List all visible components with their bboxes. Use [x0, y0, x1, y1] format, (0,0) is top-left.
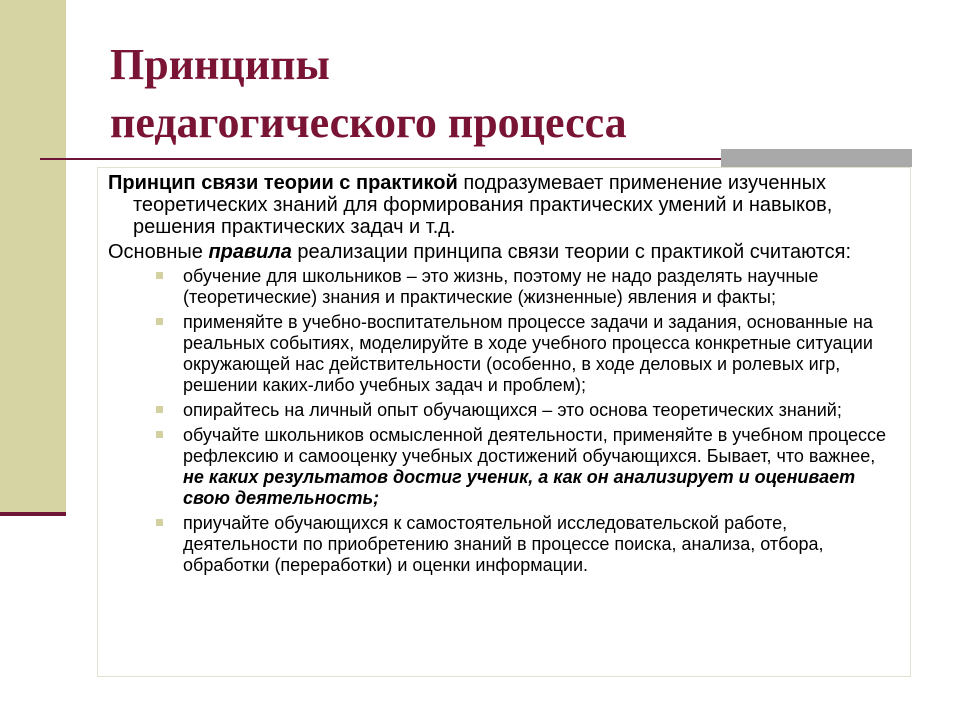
rule-text: приучайте обучающихся к самостоятельной исследовательской работе, деятельности по приобретению знаний в процессе поиска, анализа, отбора, обработки (переработки) и оценки информации. [183, 513, 824, 575]
list-item [183, 266, 900, 308]
principle-name: Принцип связи теории с практикой [108, 172, 458, 194]
rules-intro-paragraph [108, 241, 900, 263]
bullet-square-icon [156, 318, 163, 325]
rules-intro-emphasis: правила [208, 241, 292, 263]
rule-text: опирайтесь на личный опыт обучающихся – это основа теоретических знаний; [183, 400, 842, 420]
rule-emphasis: не каких результатов достиг ученик, а как он анализирует и оценивает свою деятельность; [183, 467, 856, 508]
content-box [97, 167, 911, 677]
list-item [183, 425, 900, 509]
bullet-square-icon [156, 272, 163, 279]
title-line-1: Принципы [110, 40, 330, 89]
rules-list [108, 266, 900, 576]
bullet-square-icon [156, 519, 163, 526]
rule-text: применяйте в учебно-воспитательном процессе задачи и задания, основанные на реальных событиях, моделируйте в ходе учебного процесса конкретные ситуации окружающей нас действительности (особенно, в ходе деловых и ролевых игр, решении каких-либо учебных задач и проблем); [183, 312, 873, 395]
list-item [183, 312, 900, 396]
rules-intro-before: Основные [108, 241, 209, 263]
principle-paragraph [108, 172, 900, 238]
page-title [110, 36, 627, 152]
title-line-2: педагогического процесса [110, 98, 627, 147]
bullet-square-icon [156, 431, 163, 438]
list-item [183, 513, 900, 576]
list-item [183, 400, 900, 421]
left-accent-underline [0, 512, 66, 516]
title-divider-bar [721, 149, 912, 167]
rule-text: обучение для школьников – это жизнь, поэтому не надо разделять научные (теоретические) знания и практические (жизненные) явления и факты; [183, 266, 819, 307]
bullet-square-icon [156, 406, 163, 413]
rules-intro-after: реализации принципа связи теории с практикой считаются: [291, 241, 852, 263]
rule-text: обучайте школьников осмысленной деятельности, применяйте в учебном процессе рефлексию и самооценку учебных достижений обучающихся. Бывает, что важнее, [183, 425, 886, 466]
left-accent-bar [0, 0, 66, 514]
principle-description: подразумевает применение изученных теоретических знаний для формирования практических умений и навыков, решения практических задач и т.д. [133, 172, 833, 238]
